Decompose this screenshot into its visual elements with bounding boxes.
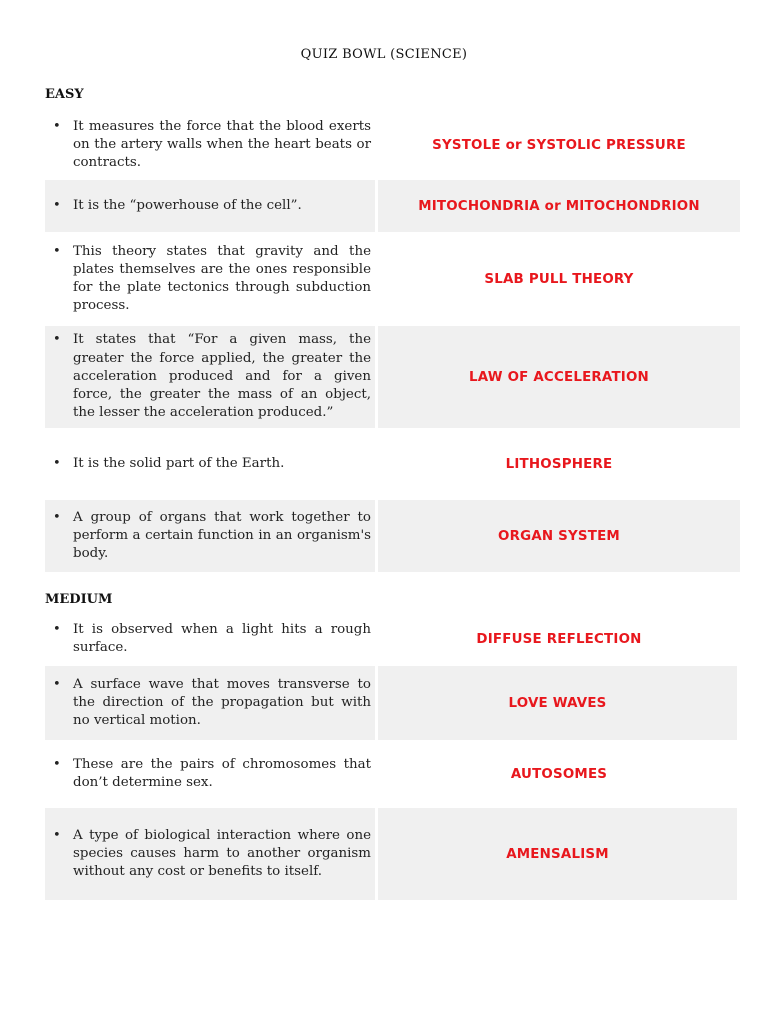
answer-cell xyxy=(378,500,740,572)
answer-text: LITHOSPHERE xyxy=(505,456,613,472)
section-label-easy: EASY xyxy=(45,87,84,102)
question-cell xyxy=(45,614,375,664)
question-cell xyxy=(45,742,375,806)
quiz-row xyxy=(45,666,737,740)
quiz-row xyxy=(45,430,740,498)
answer-text: SYSTOLE or SYSTOLIC PRESSURE xyxy=(432,137,686,153)
question-text: A type of biological interaction where one species causes harm to another organism without any cost or benefits to itself. xyxy=(73,827,371,880)
quiz-row xyxy=(45,808,737,900)
question-cell xyxy=(45,234,375,324)
bullet: • xyxy=(53,332,61,348)
question-cell xyxy=(45,666,375,740)
answer-cell xyxy=(378,180,740,232)
question-text: These are the pairs of chromosomes that don’t determine sex. xyxy=(73,756,371,790)
question-text: This theory states that gravity and the plates themselves are the ones responsible for the plate tectonics through subduction process. xyxy=(73,243,371,314)
bullet: • xyxy=(53,621,61,637)
quiz-row xyxy=(45,500,740,572)
question-text: A surface wave that moves transverse to the direction of the propagation but with no vertical motion. xyxy=(73,676,371,729)
answer-cell xyxy=(378,234,740,324)
quiz-row xyxy=(45,112,740,178)
question-text: It is the solid part of the Earth. xyxy=(73,455,285,471)
answer-cell xyxy=(378,326,740,428)
answer-cell xyxy=(378,112,740,178)
bullet: • xyxy=(53,756,61,772)
answer-text: LOVE WAVES xyxy=(508,695,607,711)
question-text: It measures the force that the blood exerts on the artery walls when the heart beats or contracts. xyxy=(73,118,371,171)
section-label-medium: MEDIUM xyxy=(45,592,113,607)
quiz-row xyxy=(45,234,740,324)
bullet: • xyxy=(53,509,61,525)
question-text: It is observed when a light hits a rough surface. xyxy=(73,621,371,655)
bullet: • xyxy=(53,243,61,259)
question-cell xyxy=(45,112,375,178)
answer-text: DIFFUSE REFLECTION xyxy=(476,631,642,647)
question-cell xyxy=(45,500,375,572)
question-text: A group of organs that work together to perform a certain function in an organism's body. xyxy=(73,509,371,562)
answer-cell xyxy=(378,614,740,664)
answer-text: MITOCHONDRIA or MITOCHONDRION xyxy=(418,198,700,214)
answer-cell xyxy=(378,808,737,900)
question-cell xyxy=(45,808,375,900)
bullet: • xyxy=(53,118,61,134)
question-text: It states that “For a given mass, the greater the force applied, the greater the acceleration produced and for a given force, the greater the mass of an object, the lesser the acceleration produced.” xyxy=(73,332,371,421)
answer-cell xyxy=(378,430,740,498)
quiz-row xyxy=(45,180,740,232)
quiz-row xyxy=(45,326,740,428)
question-cell xyxy=(45,430,375,498)
bullet: • xyxy=(53,827,61,843)
quiz-row xyxy=(45,742,740,806)
question-cell xyxy=(45,326,375,428)
bullet: • xyxy=(53,455,61,471)
answer-cell xyxy=(378,666,737,740)
quiz-row xyxy=(45,614,740,664)
answer-cell xyxy=(378,742,740,806)
answer-text: AUTOSOMES xyxy=(510,766,608,782)
answer-text: AMENSALISM xyxy=(506,846,609,862)
bullet: • xyxy=(53,197,61,213)
page-title: QUIZ BOWL (SCIENCE) xyxy=(300,47,468,62)
question-text: It is the “powerhouse of the cell”. xyxy=(73,197,302,213)
answer-text: LAW OF ACCELERATION xyxy=(469,369,649,385)
question-cell xyxy=(45,180,375,232)
bullet: • xyxy=(53,676,61,692)
answer-text: ORGAN SYSTEM xyxy=(498,528,620,544)
answer-text: SLAB PULL THEORY xyxy=(484,271,634,287)
